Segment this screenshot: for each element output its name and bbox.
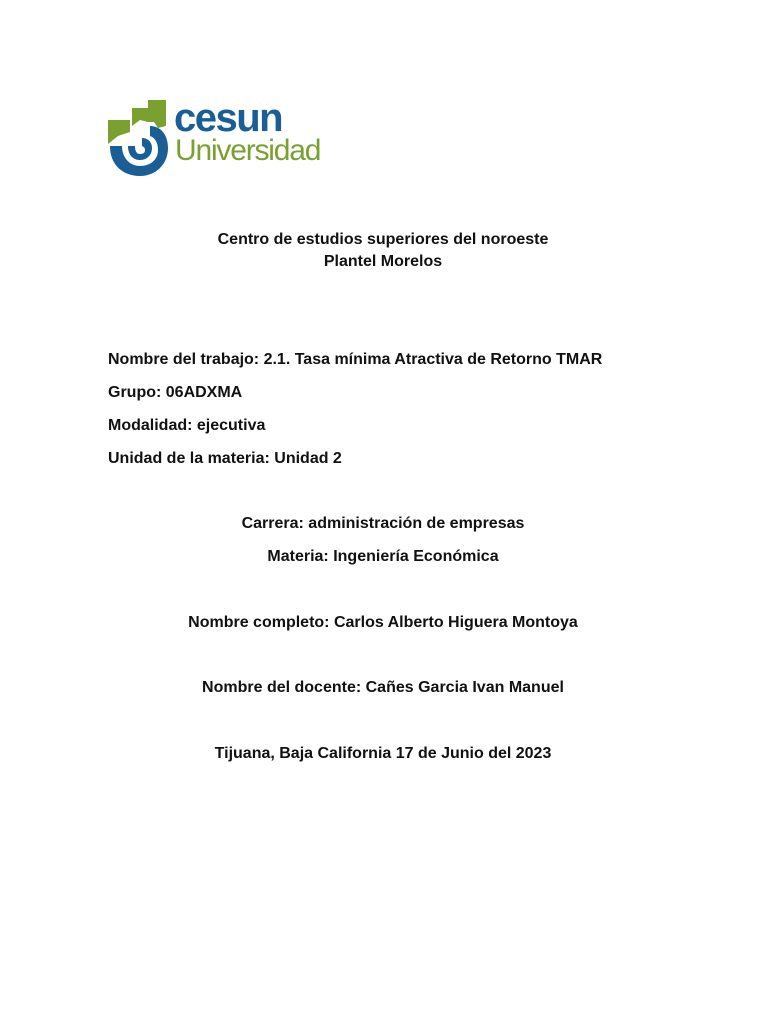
work-title: Nombre del trabajo: 2.1. Tasa mínima Atractiva de Retorno TMAR: [108, 351, 603, 368]
teacher-name: Nombre del docente: Cañes Garcia Ivan Manuel: [202, 679, 564, 696]
student-name: Nombre completo: Carlos Alberto Higuera Montoya: [188, 614, 578, 631]
group: Grupo: 06ADXMA: [108, 384, 243, 401]
modality: Modalidad: ejecutiva: [108, 417, 266, 434]
cesun-emblem-icon: [108, 100, 170, 176]
unit: Unidad de la materia: Unidad 2: [108, 450, 342, 467]
subject: Materia: Ingeniería Económica: [267, 548, 499, 565]
institution-name: Centro de estudios superiores del noroeste: [217, 231, 549, 248]
logo-wordmark-universidad: Universidad: [175, 134, 321, 167]
cesun-logo: [108, 96, 328, 176]
place-and-date: Tijuana, Baja California 17 de Junio del 2023: [214, 745, 552, 762]
logo-wordmark-cesun: cesun: [174, 96, 283, 140]
campus-name: Plantel Morelos: [323, 253, 443, 270]
career: Carrera: administración de empresas: [241, 515, 525, 532]
